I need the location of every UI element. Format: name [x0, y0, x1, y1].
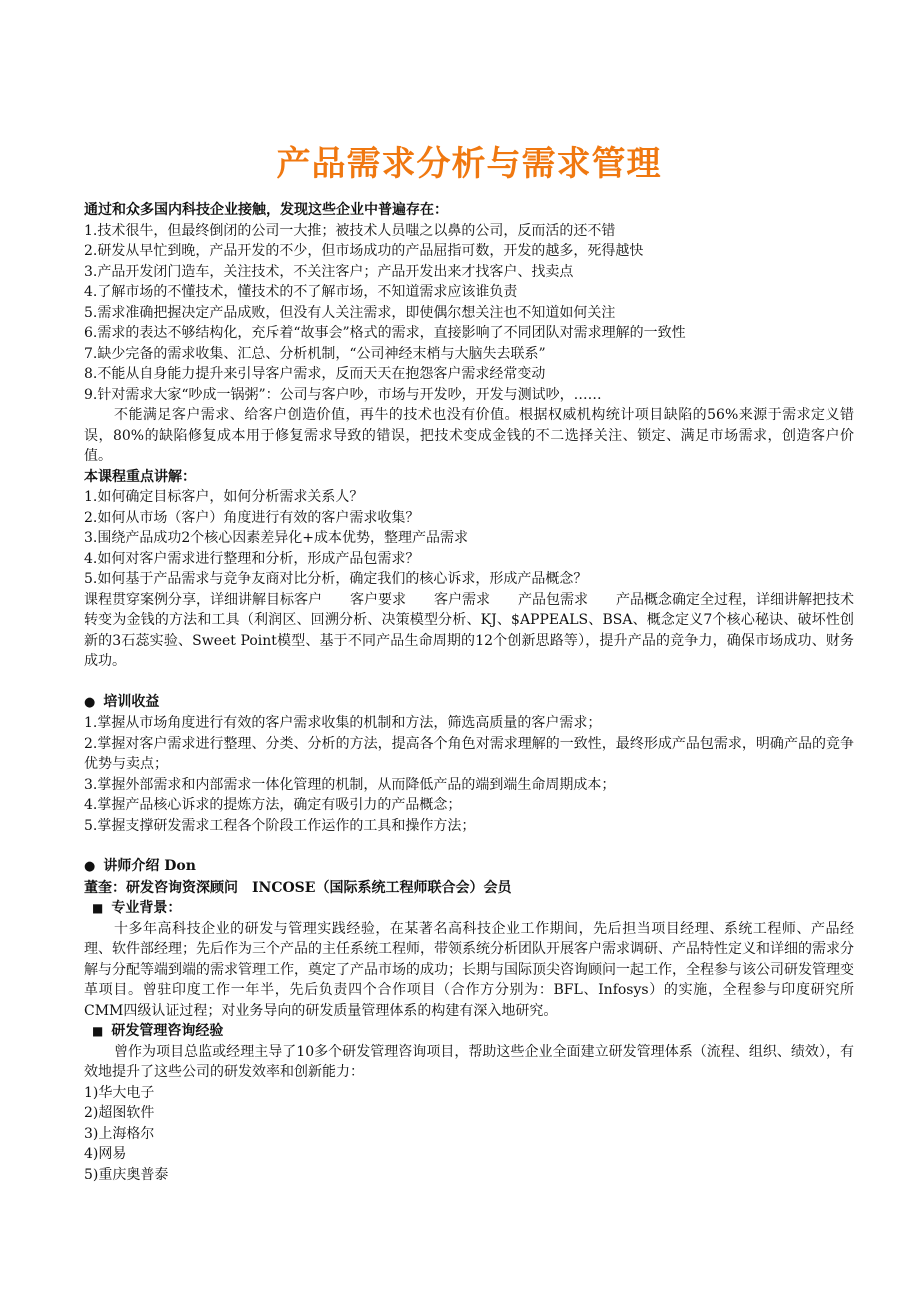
benefits-heading: ● 培训收益 [84, 692, 854, 714]
focus-item-5: 5.如何基于产品需求与竞争友商对比分析，确定我们的核心诉求，形成产品概念？ [84, 571, 588, 587]
focus-summary: 课程贯穿案例分享，详细讲解目标客户 客户要求 客户需求 产品包需求 产品概念确定全过程，详细讲解把技术转变为金钱的方法和工具（利润区、回溯分析、决策模型分析、KJ、$APPEALS、BSA、概念定义7个核心秘诀、破坏性创新的3石蕊实验、Sweet Point模型、基于不同产品生命周期的12个创新思路等），提升产品的竞争力，确保市场成功、财务成功。 [84, 591, 854, 669]
intro-item-4: 4.了解市场的不懂技术，懂技术的不了解市场，不知道需求应该谁负责 [84, 284, 518, 300]
intro-item-3: 3.产品开发闭门造车，关注技术，不关注客户；产品开发出来才找客户、找卖点 [84, 263, 574, 280]
focus-item-2: 2.如何从市场（客户）角度进行有效的客户需求收集？ [84, 509, 420, 526]
benefit-item-2: 2.掌握对客户需求进行整理、分类、分析的方法，提高各个角色对需求理解的一致性，最终形成产品包需求，明确产品的竞争优势与卖点； [84, 735, 854, 772]
intro-item-5: 5.需求准确把握决定产品成败，但没有人关注需求，即使偶尔想关注也不知道如何关注 [84, 304, 616, 321]
consulting-heading: ■ 研发管理咨询经验 [84, 1021, 854, 1042]
instructor-heading: ● 讲师介绍 Don [84, 856, 854, 878]
benefit-item-1: 1.掌握从市场角度进行有效的客户需求收集的机制和方法，筛选高质量的客户需求； [84, 715, 602, 731]
intro-item-2: 2.研发从早忙到晚，产品开发的不少，但市场成功的产品屈指可数，开发的越多，死得越快 [84, 243, 644, 259]
benefit-item-3: 3.掌握外部需求和内部需求一体化管理的机制，从而降低产品的端到端生命周期成本； [84, 776, 616, 793]
intro-item-7: 7.缺少完备的需求收集、汇总、分析机制，“公司神经末梢与大脑失去联系” [84, 345, 546, 362]
client-item-1: 1)华大电子 [84, 1084, 155, 1101]
focus-item-1: 1.如何确定目标客户，如何分析需求关系人？ [84, 489, 364, 505]
page-title: 产品需求分析与需求管理 [276, 144, 662, 184]
intro-item-9: 9.针对需求大家“吵成一锅粥”：公司与客户吵，市场与开发吵，开发与测试吵，…… [84, 386, 602, 403]
focus-heading: 本课程重点讲解： [84, 468, 196, 485]
client-item-3: 3)上海格尔 [84, 1125, 155, 1142]
background-heading: ■ 专业背景： [84, 898, 854, 919]
client-item-5: 5)重庆奥普泰 [84, 1166, 169, 1183]
intro-heading: 通过和众多国内科技企业接触，发现这些企业中普遍存在： [84, 202, 448, 218]
client-item-4: 4)网易 [84, 1146, 127, 1162]
focus-item-3: 3.围绕产品成功2个核心因素差异化+成本优势，整理产品需求 [84, 530, 468, 546]
focus-item-4: 4.如何对客户需求进行整理和分析，形成产品包需求？ [84, 550, 420, 567]
consulting-text: 曾作为项目总监或经理主导了10多个研发管理咨询项目，帮助这些企业全面建立研发管理体系（流程、组织、绩效），有效地提升了这些公司的研发效率和创新能力： [84, 1043, 854, 1080]
intro-item-1: 1.技术很牛，但最终倒闭的公司一大推；被技术人员嗤之以鼻的公司，反而活的还不错 [84, 222, 616, 239]
document-body [84, 200, 854, 1185]
benefit-item-5: 5.掌握支撑研发需求工程各个阶段工作运作的工具和操作方法； [84, 817, 476, 834]
intro-summary: 不能满足客户需求、给客户创造价值，再牛的技术也没有价值。根据权威机构统计项目缺陷的56%来源于需求定义错误，80%的缺陷修复成本用于修复需求导致的错误，把技术变成金钱的不二选择关注、锁定、满足市场需求，创造客户价值。 [84, 407, 854, 464]
benefit-item-4: 4.掌握产品核心诉求的提炼方法，确定有吸引力的产品概念； [84, 797, 462, 813]
instructor-title-line: 董奎：研发咨询资深顾问 INCOSE（国际系统工程师联合会）会员 [84, 879, 512, 896]
intro-item-8: 8.不能从自身能力提升来引导客户需求，反而天天在抱怨客户需求经常变动 [84, 366, 546, 382]
background-text: 十多年高科技企业的研发与管理实践经验，在某著名高科技企业工作期间，先后担当项目经理、系统工程师、产品经理、软件部经理；先后作为三个产品的主任系统工程师，带领系统分析团队开展客户需求调研、产品特性定义和详细的需求分解与分配等端到端的需求管理工作，奠定了产品市场的成功；长期与国际顶尖咨询顾问一起工作，全程参与该公司研发管理变革项目。曾驻印度工作一年半，先后负责四个合作项目（合作方分别为：BFL、Infosys）的实施，全程参与印度研究所CMM四级认证过程；对业务导向的研发质量管理体系的构建有深入地研究。 [84, 920, 854, 1019]
client-item-2: 2)超图软件 [84, 1105, 155, 1121]
intro-item-6: 6.需求的表达不够结构化，充斥着“故事会”格式的需求，直接影响了不同团队对需求理解的一致性 [84, 325, 686, 341]
